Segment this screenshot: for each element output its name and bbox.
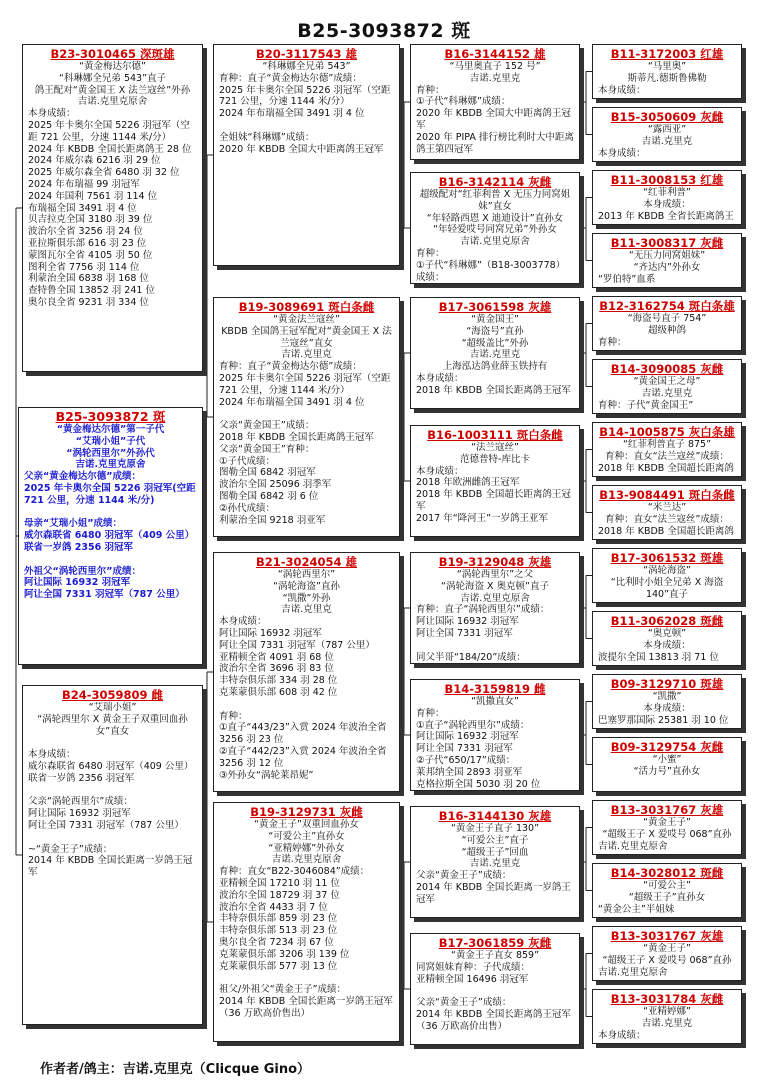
grandparent-card [213,44,400,266]
great-grandparent-line: （36 万欧高价出售） [416,1020,508,1032]
dam-line: 父亲“涡轮西里尔”成绩： [28,796,133,808]
dam-line [28,785,197,797]
dam-line: 联省一岁鸽 2356 羽冠军 [28,772,135,784]
ancestor-ring-number: B11-3062028 斑雌 [610,614,724,628]
grandparent-line: 吉诺.克里克原舍 [271,854,342,866]
great-grandparent-ring-number: B17-3061598 灰雄 [438,300,552,314]
great-grandparent-line: 2018 年欧洲雌鸽王冠军 [416,477,520,489]
ancestor-ring-number: B14-3028012 斑雌 [610,866,724,880]
subject-card [18,407,203,665]
subject-line: 2025 年卡奥尔全国 5226 羽冠军(空距 721 公里，分速 1144 米/分) [24,482,196,506]
ancestor-card [592,989,742,1044]
ancestor-line: 斯蒂凡.德斯鲁佛勒 [627,72,707,84]
ancestor-line: “奥克顿” [647,628,687,639]
great-grandparent-line: “涡轮海盗 X 奥克顿”直子 [441,580,549,592]
grandparent-line: 图勒全国 6842 羽 6 位 [219,490,319,502]
ancestor-line: 育种：直女“法兰寇丝”成绩： [605,450,729,462]
sire-line: 鸽王配对“黄金国王 X 法兰寇丝”外孙 [34,84,191,96]
page-title: B25-3093872 斑 [297,20,471,42]
ancestor-line: 2018 年 KBDB 全国超长距离鸽 [598,525,734,537]
great-grandparent-line: 父亲“黄金王子”成绩： [416,997,512,1009]
ancestor-line: “露西亚” [647,124,687,135]
subject-line: 母亲“艾瑞小姐”成绩： [24,518,122,530]
great-grandparent-line: 阿让全国 7331 羽冠军 [416,627,513,639]
ancestor-line: “凯撒” [652,691,682,702]
grandparent-line: 阿让国际 16932 羽冠军 [219,627,322,639]
grandparent-line: 波治尔全省 3696 羽 83 位 [219,663,334,675]
sire-line: 本身成绩： [28,108,76,120]
great-grandparent-line: “超级王子”回血 [461,846,529,858]
grandparent-line: 克莱蒙俱乐部 3206 羽 139 位 [219,948,350,960]
great-grandparent-line: ①子代“科琳娜”（B18-3003778）成绩： [416,259,566,283]
great-grandparent-ring-number: B16-3144130 灰雄 [438,809,552,823]
grandparent-line: ②孙代成绩： [219,502,276,514]
subject-line: “艾瑞小姐”子代 [75,435,146,447]
great-grandparent-line: 超级配对“红菲利普 X 无压力同窝姐妹”直女 [419,189,571,212]
sire-line: 2025 年威尔森全省 6480 羽 32 位 [28,167,180,179]
subject-line: 阿让国际 16932 羽冠军 [24,577,131,589]
ancestor-ring-number: B13-3031767 灰雄 [610,803,724,817]
grandparent-line: ①子代成绩： [219,455,276,467]
ancestor-line: “亚精婷娜” [643,1006,691,1017]
great-grandparent-line [416,640,574,652]
ancestor-ring-number: B13-3031767 灰雄 [610,929,724,943]
ancestor-card [592,485,742,540]
great-grandparent-card [410,806,580,918]
ancestor-card [592,863,742,918]
grandparent-ring-number: B19-3129731 灰雌 [250,805,363,819]
ancestor-line: 波提尔全国 13813 羽 71 位 [598,651,719,663]
ancestor-ring-number: B13-3031784 灰雌 [610,992,724,1006]
ancestor-card [592,674,742,729]
ancestor-card [592,800,742,855]
sire-line: 奥尔良全省 9231 羽 334 位 [28,296,149,308]
great-grandparent-line: 上海泓达鸽业薛玉铁持有 [442,361,548,373]
ancestor-line: “超级王子 X 爱哎号 068”直孙 [602,954,732,966]
great-grandparent-line: 2014 年 KBDB 全国长距离一岁鸽王冠军 [416,881,571,905]
ancestor-line: “黄金国王之母” [633,376,701,387]
great-grandparent-line: 范德普特-库比卡 [460,453,530,465]
great-grandparent-card [410,933,580,1045]
great-grandparent-line: 同窝姐妹育种：子代成绩： [416,961,531,973]
sire-line: 贝吉拉克全国 3180 羽 39 位 [28,214,153,226]
grandparent-line [219,972,394,984]
grandparent-line: 2025 年卡奥尔全国 5226 羽冠军（空距 721 公里，分速 1144 米/分） [219,84,391,108]
ancestor-line: 育种：子代“黄金国王” [598,399,694,411]
sire-line: 布瑞福全国 3491 羽 4 位 [28,202,137,214]
grandparent-line: ①直子“443/23”入赏 2024 年波治全省 3256 羽 23 位 [219,722,387,746]
ancestor-ring-number: B11-3008153 红雄 [610,173,724,187]
grandparent-line: 育种：直子“黄金梅达尔德”成绩： [219,72,362,84]
ancestor-line: 吉诺.克里克原舍 [598,840,668,852]
ancestor-card [592,44,742,99]
great-grandparent-line: 育种： [416,84,445,96]
ancestor-card [592,926,742,981]
ancestor-ring-number: B17-3061532 斑雄 [610,551,724,565]
great-grandparent-line: ①子代“科琳娜”成绩： [416,96,511,108]
grandparent-line: 吉诺.克里克 [281,349,332,361]
ancestor-card [592,422,742,477]
grandparent-line: 育种： [219,710,248,722]
grandparent-line: 父亲“黄金国王”成绩： [219,420,315,432]
grandparent-line: 利蒙治全国 9218 羽亚军 [219,514,326,526]
grandparent-line: 2024 年布瑞福全国 3491 羽 4 位 [219,108,365,120]
ancestor-line: “比利时小姐全兄弟 X 海盗 140”直子 [610,576,724,600]
great-grandparent-ring-number: B14-3159819 雌 [444,682,546,696]
great-grandparent-line: “黄金王子直子 130” [451,823,539,834]
ancestor-card [592,296,742,351]
sire-line: 查特鲁全国 13852 羽 241 位 [28,285,155,297]
grandparent-line [219,408,394,420]
great-grandparent-line: “凯撒直女” [471,696,519,707]
ancestor-line: “海盗号直子 754” [627,313,707,324]
great-grandparent-line: 本身成绩： [416,372,464,384]
ancestor-line: 超级种鸽 [647,324,686,336]
ancestor-ring-number: B14-3090085 灰雌 [610,362,724,376]
grandparent-line: “科琳娜全兄弟 543” [262,61,351,72]
great-grandparent-line: 阿让国际 16932 羽冠军 [416,731,519,743]
grandparent-card [213,802,400,1042]
ancestor-ring-number: B15-3050609 灰雌 [610,110,724,124]
grandparent-line: 波治尔全国 18729 羽 37 位 [219,889,340,901]
ancestor-ring-number: B09-3129754 灰雌 [610,740,724,754]
ancestor-line: 育种： [598,336,627,348]
subject-line: “涡轮西里尔”外孙代 [66,447,155,459]
grandparent-line: 2018 年 KBDB 全国长距离鸽王冠军 [219,431,374,443]
grandparent-ring-number: B20-3117543 雄 [255,47,358,61]
great-grandparent-line: 吉诺.克里克原舍 [460,236,530,248]
great-grandparent-line: 克格拉斯全国 5030 羽 20 位 [416,778,541,790]
ancestor-line: 吉诺.克里克 [641,135,693,147]
great-grandparent-card [410,44,580,160]
ancestor-ring-number: B13-9084491 斑白条雌 [599,488,735,502]
ancestor-line: “米兰达” [647,502,687,513]
great-grandparent-line: ②子代“650/17”成绩： [416,754,516,766]
ancestor-line: “活力号”直孙女 [633,765,701,777]
ancestor-ring-number: B12-3162754 斑白条雄 [599,299,735,313]
ancestor-card [592,548,742,603]
ancestor-line: 2013 年 KBDB 全省长距离鸽王 [598,210,734,222]
grandparent-line: 阿让全国 7331 羽冠军（787 公里） [219,639,375,651]
grandparent-line: 克莱蒙俱乐部 577 羽 13 位 [219,960,338,972]
dam-line: 本身成绩： [28,749,76,761]
ancestor-card [592,233,742,288]
grandparent-ring-number: B19-3089691 斑白条雌 [238,300,375,314]
ancestor-line: “齐达内”外孙女 [633,261,701,273]
grandparent-line: 克莱蒙俱乐部 608 羽 42 位 [219,686,338,698]
dam-ring-number: B24-3059809 雌 [61,688,164,702]
great-grandparent-card [410,552,580,664]
grandparent-ring-number: B21-3024054 雄 [255,555,358,569]
ancestor-card [592,107,742,162]
great-grandparent-line: 亚精顿全国 16496 羽冠军 [416,973,529,985]
ancestor-line: “黄金公主”半姐妹 [598,903,675,915]
grandparent-line: 丰特奈俱乐部 513 羽 23 位 [219,925,338,937]
sire-line: 图利全省 7756 羽 114 位 [28,261,140,273]
grandparent-line: “黄金法兰寇丝” [273,314,340,325]
great-grandparent-line: 2020 年 KBDB 全国大中距离鸽王冠军 [416,108,571,131]
grandparent-line: 祖父/外祖父“黄金王子”成绩： [219,984,347,996]
ancestor-line: “超级王子 X 爱哎号 068”直孙 [602,828,732,840]
sire-line: 亚拉斯俱乐部 616 羽 23 位 [28,237,147,249]
great-grandparent-line: 阿让国际 16932 羽冠军 [416,616,519,628]
dam-line: “涡轮西里尔 X 黄金王子双重回血孙女”直女 [37,713,188,737]
dam-card [22,685,203,1025]
great-grandparent-line: “黄金王子直女 859” [451,950,539,961]
great-grandparent-line: 吉诺.克里克 [469,858,521,870]
dam-line: 阿让全国 7331 羽冠军（787 公里） [28,819,184,831]
great-grandparent-line: “超级盖比”外孙 [461,337,529,349]
grandparent-line: 2024 年布瑞福全国 3491 羽 4 位 [219,396,365,408]
subject-line: 吉诺.克里克原舍 [75,459,146,471]
great-grandparent-line: 2018 年 KBDB 全国长距离鸽王冠军 [416,384,571,396]
ancestor-line: “涡轮海盗” [643,565,691,576]
subject-line: 父亲“黄金梅达尔德”成绩： [24,471,141,483]
great-grandparent-line: 吉诺.克里克原舍 [460,592,530,604]
grandparent-line: （36 万欧高价售出） [219,1007,311,1019]
sire-line: 2024 年布瑞福 99 羽冠军 [28,178,140,190]
great-grandparent-line: “法兰寇丝” [471,442,519,453]
great-grandparent-line: 父亲“黄金王子”成绩： [416,870,512,882]
grandparent-line: “凯撒”外孙 [282,592,331,604]
ancestor-ring-number: B14-1005875 灰白条雄 [599,425,735,439]
author-footer: 作者者/鸽主：吉诺.克里克（Clicque Gino） [40,1062,311,1077]
ancestor-line: “红菲利普直子 875” [623,439,711,450]
sire-line: 2024 年 KBDB 全国长距离鸽王 28 位 [28,143,192,155]
ancestor-line: 巴塞罗那国际 25381 羽 10 位 [598,714,729,726]
grandparent-line: 丰特奈俱乐部 334 羽 28 位 [219,675,338,687]
grandparent-line: 丰特奈俱乐部 859 羽 23 位 [219,913,338,925]
great-grandparent-ring-number: B17-3061859 灰雌 [438,936,552,950]
grandparent-line: “可爱公主”直孙女 [268,830,345,842]
ancestor-line: 2018 年 KBDB 全国超长距离鸽 [598,462,734,474]
grandparent-line: 亚精顿全省 4091 羽 68 位 [219,651,334,663]
grandparent-line: 2014 年 KBDB 全国长距离一岁鸽王冠军 [219,995,393,1007]
ancestor-line: 本身成绩： [598,1029,646,1041]
subject-line: 联省一岁鸽 2356 羽冠军 [24,541,134,553]
great-grandparent-ring-number: B16-3144152 雄 [444,47,546,61]
great-grandparent-line [416,985,574,997]
ancestor-line: “可爱公主” [643,880,691,891]
great-grandparent-line: 莱邦纳全国 2893 羽亚军 [416,766,523,778]
grandparent-line: “涡轮海盗”直孙 [273,580,340,592]
ancestor-line: “无压力同窝姐妹” [628,250,706,261]
grandparent-line: 育种：直子“黄金梅达尔德”成绩： [219,361,362,373]
sire-card [22,44,203,372]
dam-line: 威尔森联省 6480 羽冠军（409 公里） [28,760,194,772]
ancestor-card [592,359,742,414]
grandparent-line: 波治尔全国 25096 羽季军 [219,479,332,491]
ancestor-line: 吉诺.克里克 [641,387,693,399]
sire-line: 吉诺.克里克原舍 [77,96,148,108]
great-grandparent-ring-number: B19-3129048 灰雄 [438,555,552,569]
subject-line: “黄金梅达尔德”第一子代 [56,424,165,435]
great-grandparent-line: ①直子“涡轮西里尔”成绩： [416,719,530,731]
sire-line: “黄金梅达尔德” [79,61,146,72]
ancestor-card [592,611,742,666]
grandparent-line: ②直子“442/23”入赏 2024 年波治全省 3256 羽 12 位 [219,745,387,769]
ancestor-line: 育种：直女“法兰寇丝”成绩： [605,513,729,525]
grandparent-line: 2020 年 KBDB 全国大中距离鸽王冠军 [219,143,384,155]
grandparent-line: KBDB 全国鸽王冠军配对“黄金国王 X 法兰寇丝”直女 [221,325,392,349]
ancestor-line: 本身成绩： [643,702,691,714]
subject-line: 阿让全国 7331 羽冠军（787 公里） [24,589,185,601]
subject-line [24,554,197,566]
ancestor-line: “黄金王子” [643,943,691,954]
ancestor-line: 本身成绩： [598,84,646,96]
great-grandparent-line: 2017 年“降河王”一岁鸽王亚军 [416,512,549,524]
ancestor-line: 吉诺.克里克 [641,1017,693,1029]
great-grandparent-ring-number: B16-1003111 斑白条雌 [427,428,563,442]
dam-line: 2014 年 KBDB 全国长距离一岁鸽王冠军 [28,855,193,879]
great-grandparent-card [410,679,580,791]
sire-line: 2025 年卡奥尔全国 5226 羽冠军（空距 721 公里，分速 1144 米/分） [28,119,190,143]
ancestor-line: “红菲利普” [643,187,691,198]
ancestor-ring-number: B11-3172003 红雄 [610,47,724,61]
subject-line: 外祖父“涡轮西里尔”成绩： [24,565,141,577]
ancestor-line: 本身成绩： [643,639,691,651]
grandparent-line: 波治尔全省 4433 羽 7 位 [219,901,328,913]
ancestor-line: “小蜜” [652,754,682,765]
great-grandparent-ring-number: B16-3142114 灰雌 [438,175,552,189]
grandparent-line [219,699,394,711]
grandparent-line: 父亲“黄金国王”育种： [219,443,315,455]
grandparent-line [219,120,394,132]
great-grandparent-line: 吉诺.克里克 [469,72,521,84]
great-grandparent-line: “可爱公主”直子 [461,834,529,846]
ancestor-line: 吉诺.克里克原舍 [598,966,668,978]
dam-line [28,832,197,844]
grandparent-card [213,552,400,792]
great-grandparent-line: 同父半哥“184/20”成绩： [416,651,526,663]
great-grandparent-line: “涡轮西里尔”之父 [456,569,534,580]
great-grandparent-line: “马里奥直子 152 号” [449,61,541,72]
great-grandparent-line: 2018 年 KBDB 全国超长距离鸽王冠军 [416,489,571,512]
ancestor-line: 本身成绩： [643,198,691,210]
great-grandparent-card [410,297,580,409]
dam-line: 阿让国际 16932 羽冠军 [28,808,131,820]
dam-line: “艾瑞小姐” [88,702,137,713]
sire-line: 2024 年国利 7561 羽 114 位 [28,190,158,202]
ancestor-ring-number: B11-3008317 灰雌 [610,236,724,250]
ancestor-line: “马里奥” [647,61,687,72]
sire-line: 波治尔全省 3256 羽 24 位 [28,226,143,238]
dam-line [28,737,197,749]
sire-line: “科琳娜全兄弟 543”直子 [59,72,166,84]
grandparent-line: 本身成绩： [219,616,267,628]
grandparent-card [213,297,400,537]
grandparent-line: 育种：直女“B22-3046084”成绩： [219,866,370,878]
grandparent-line: 图勒全国 6842 羽冠军 [219,467,316,479]
sire-line: 蒙图瓦尔全省 4105 羽 50 位 [28,249,153,261]
ancestor-line: “黄金王子” [643,817,691,828]
great-grandparent-line: “年轻爱哎号同窝兄弟”外孙女 [433,224,557,236]
ancestor-line: “超级王子”直孙女 [628,891,706,903]
ancestor-line: 本身成绩： [598,147,646,159]
great-grandparent-line: “海盗号”直孙 [466,325,524,337]
grandparent-line: “涡轮西里尔” [277,569,336,580]
great-grandparent-line: 阿让全国 7331 羽冠军 [416,743,513,755]
grandparent-line: 全姐妹“科琳娜”成绩： [219,131,315,143]
sire-ring-number: B23-3010465 深斑雄 [50,47,175,61]
great-grandparent-card [410,172,580,284]
great-grandparent-line: 2020 年 PIPA 排行榜比利时大中距离鸽王第四冠军 [416,131,574,155]
sire-line: 利蒙治全国 6838 羽 168 位 [28,273,149,285]
great-grandparent-line: “年轻路西恩 X 迪迪设计”直孙女 [426,212,564,224]
subject-ring-number: B25-3093872 斑 [55,409,166,424]
grandparent-line: 2025 年卡奥尔全国 5226 羽冠军（空距 721 公里，分速 1144 米/分） [219,372,391,396]
great-grandparent-line: 育种：直子“涡轮西里尔”成绩： [416,604,550,616]
great-grandparent-card [410,425,580,537]
grandparent-line: “亚精婷娜”外孙女 [268,842,345,854]
subject-line: 威尔森联省 6480 羽冠军（409 公里） [24,530,195,542]
ancestor-line: “罗伯特”血系 [598,273,656,285]
grandparent-line: 亚精顿全国 17210 羽 11 位 [219,877,340,889]
grandparent-line: 奥尔良全省 7234 羽 67 位 [219,936,334,948]
great-grandparent-line: 2014 年 KBDB 全国长距离鸽王冠军 [416,1008,571,1020]
ancestor-card [592,170,742,225]
subject-line [24,507,197,519]
grandparent-line: “黄金王子”双重回血孙女 [254,819,359,830]
sire-line: 2024 年威尔森 6216 羽 29 位 [28,155,161,167]
grandparent-line: 吉诺.克里克 [281,604,332,616]
great-grandparent-line: 本身成绩： [416,465,464,477]
great-grandparent-line: 育种： [416,247,445,259]
grandparent-line: ③外孙女“涡轮莱昂妮” [219,769,314,781]
great-grandparent-line: 吉诺.克里克 [469,349,521,361]
dam-line: ~“黄金王子”成绩： [28,843,113,855]
ancestor-card [592,737,742,792]
ancestor-ring-number: B09-3129710 斑雄 [610,677,724,691]
great-grandparent-line: “黄金国王” [471,314,519,325]
great-grandparent-line: 育种： [416,707,445,719]
